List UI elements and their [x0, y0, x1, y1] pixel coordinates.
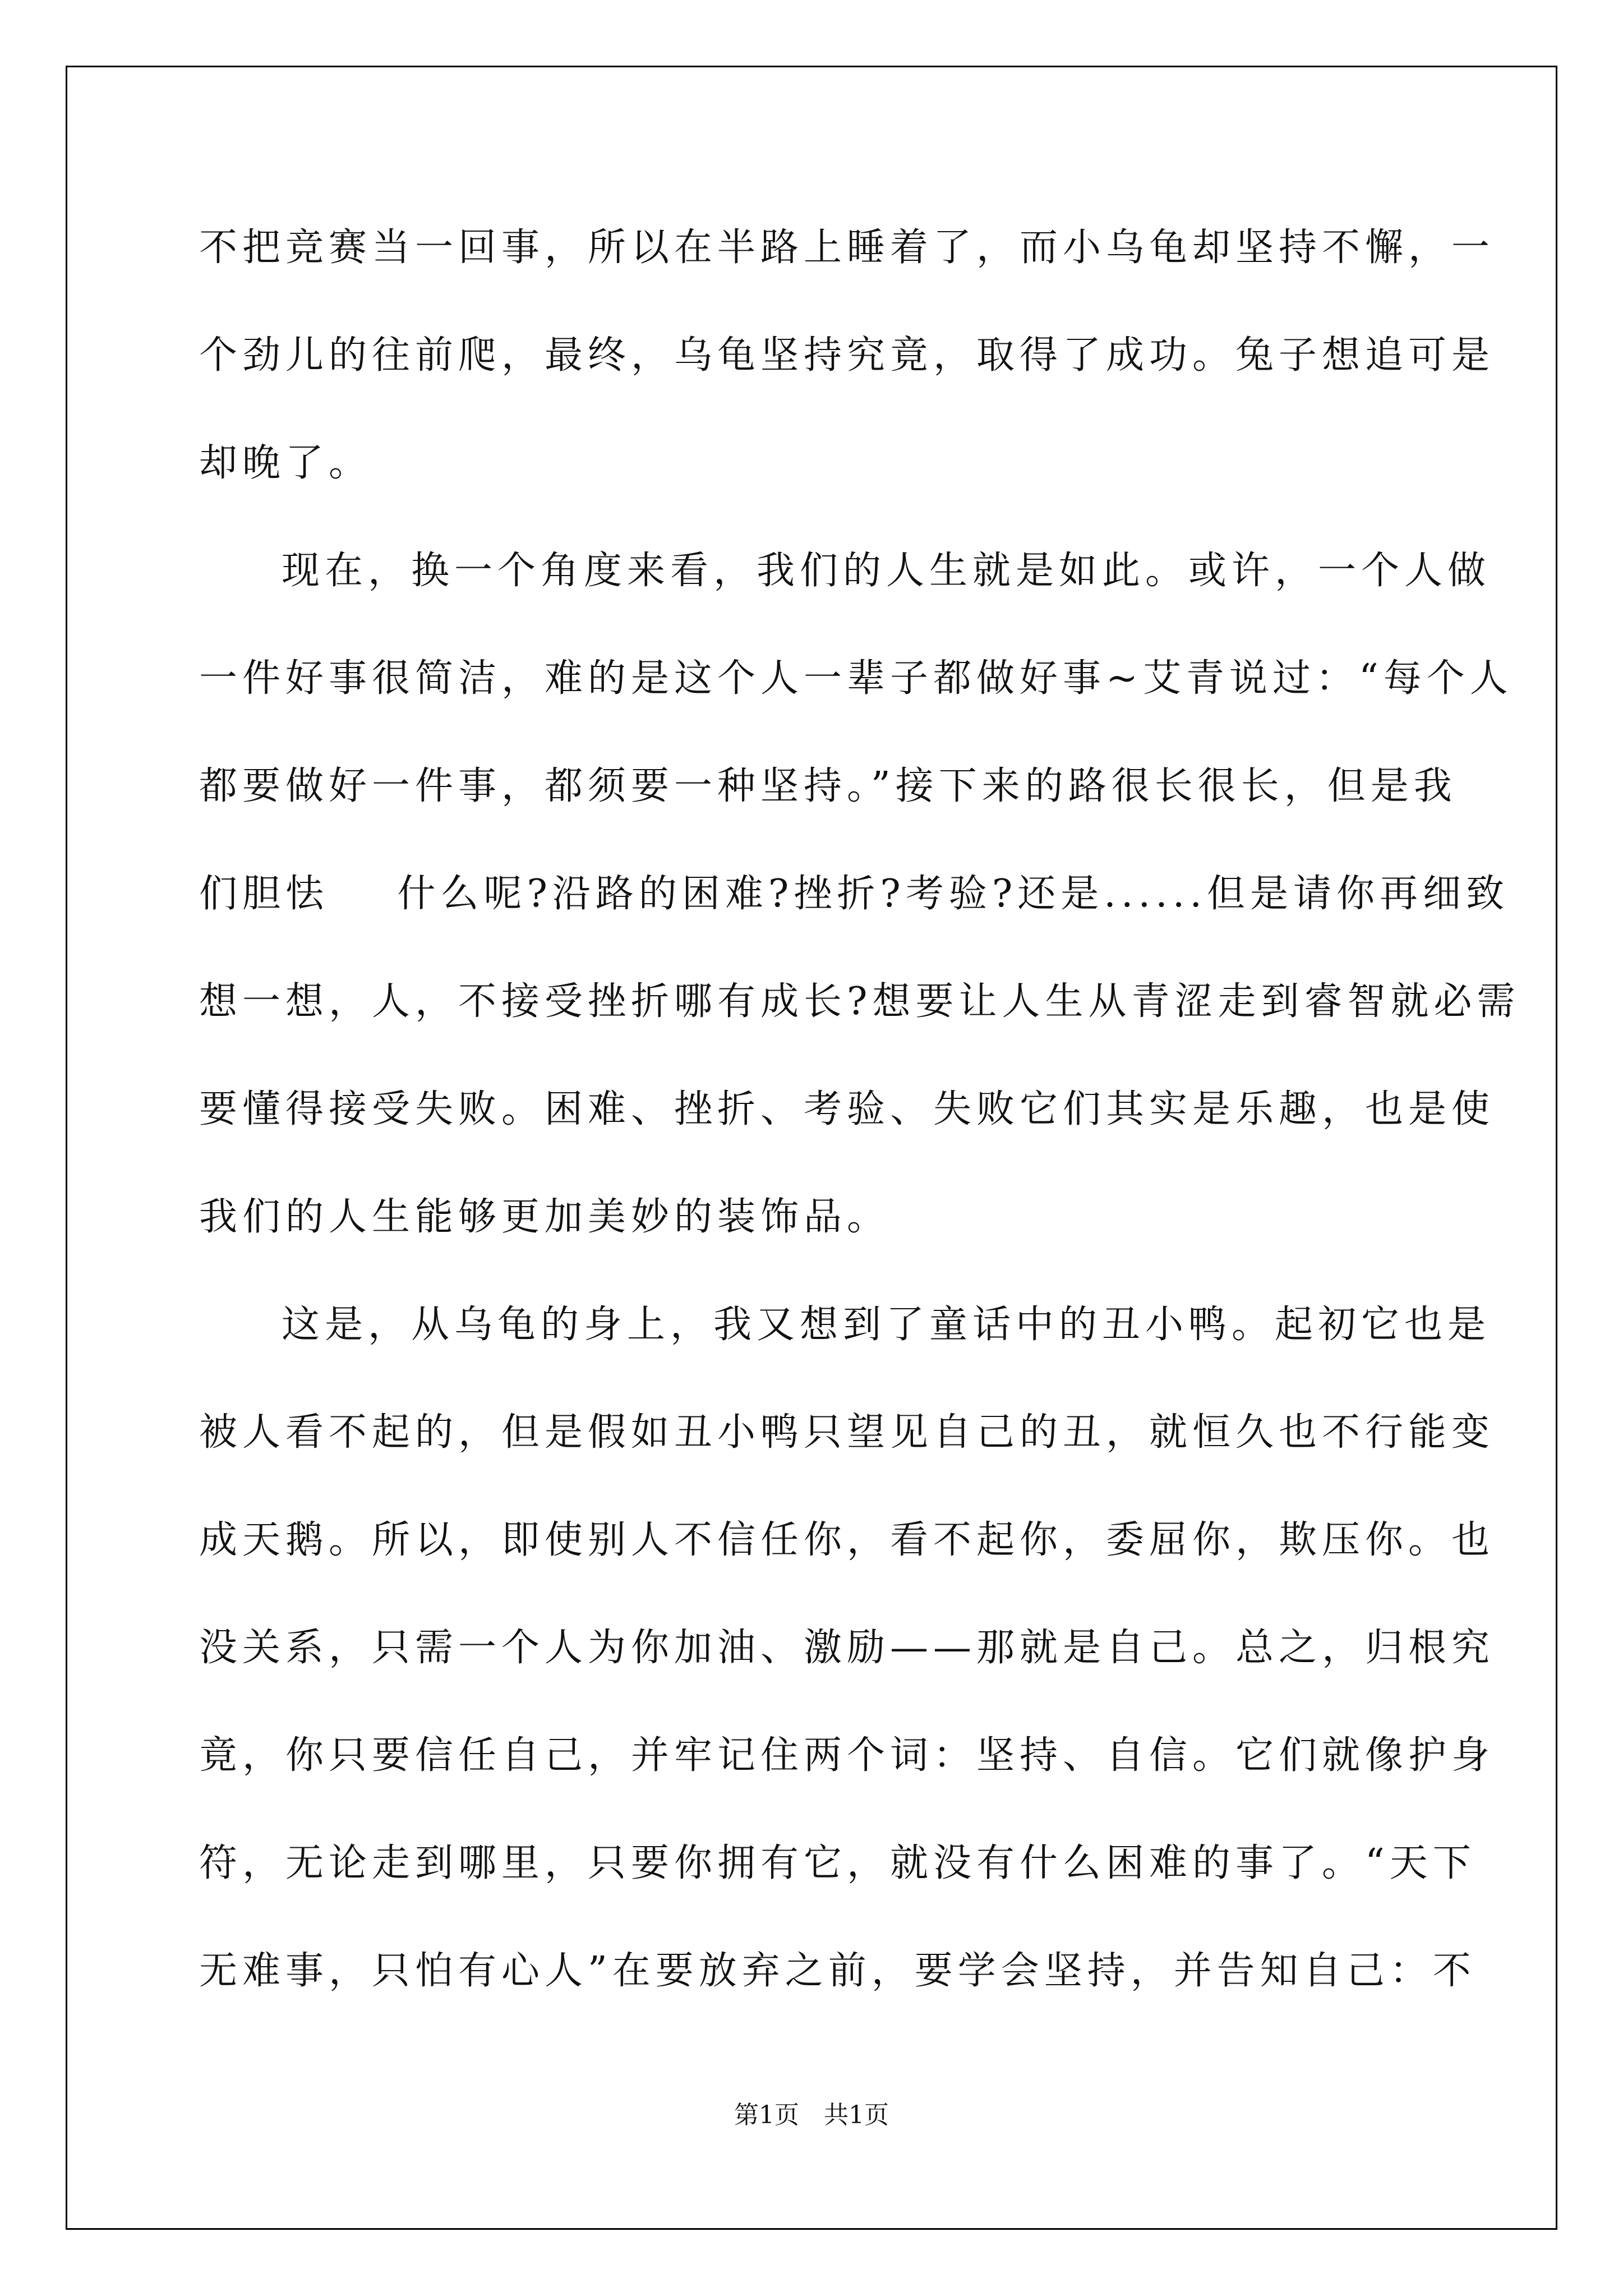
text-line: 要懂得接受失败。困难、挫折、考验、失败它们其实是乐趣，也是使 — [199, 1087, 1495, 1131]
text-line: 这是，从乌龟的身上，我又想到了童话中的丑小鸭。起初它也是 — [282, 1303, 1491, 1347]
text-line: 现在，换一个角度来看，我们的人生就是如此。或许，一个人做 — [282, 549, 1491, 593]
text-line: 个劲儿的往前爬，最终，乌龟坚持究竟，取得了成功。兔子想追可是 — [199, 333, 1495, 378]
text-line: 符，无论走到哪里，只要你拥有它，就没有什么困难的事了。“天下 — [199, 1841, 1476, 1885]
text-line: 们胆怯 什么呢?沿路的困难?挫折?考验?还是......但是请你再细致 — [199, 872, 1509, 916]
page-number-footer: 第1页 共1页 — [734, 2101, 889, 2129]
text-line: 成天鹅。所以，即使别人不信任你，看不起你，委屈你，欺压你。也 — [199, 1518, 1495, 1562]
text-line: 都要做好一件事，都须要一种坚持。”接下来的路很长很长，但是我 — [199, 764, 1457, 808]
text-line: 没关系，只需一个人为你加油、激励——那就是自己。总之，归根究 — [199, 1626, 1495, 1670]
text-line: 竟，你只要信任自己，并牢记住两个词：坚持、自信。它们就像护身 — [199, 1733, 1495, 1778]
text-line: 不把竞赛当一回事，所以在半路上睡着了，而小乌龟却坚持不懈，一 — [199, 226, 1495, 270]
text-line: 我们的人生能够更加美妙的装饰品。 — [199, 1195, 891, 1239]
text-line: 想一想，人，不接受挫折哪有成长?想要让人生从青涩走到睿智就必需 — [199, 979, 1520, 1024]
page-border — [66, 66, 1557, 2230]
text-line: 一件好事很简洁，难的是这个人一辈子都做好事~艾青说过：“每个人 — [199, 656, 1513, 701]
text-line: 却晚了。 — [199, 441, 372, 485]
text-line: 被人看不起的，但是假如丑小鸭只望见自己的丑，就恒久也不行能变 — [199, 1410, 1495, 1455]
text-line: 无难事，只怕有心人”在要放弃之前，要学会坚持，并告知自己：不 — [199, 1949, 1476, 1993]
